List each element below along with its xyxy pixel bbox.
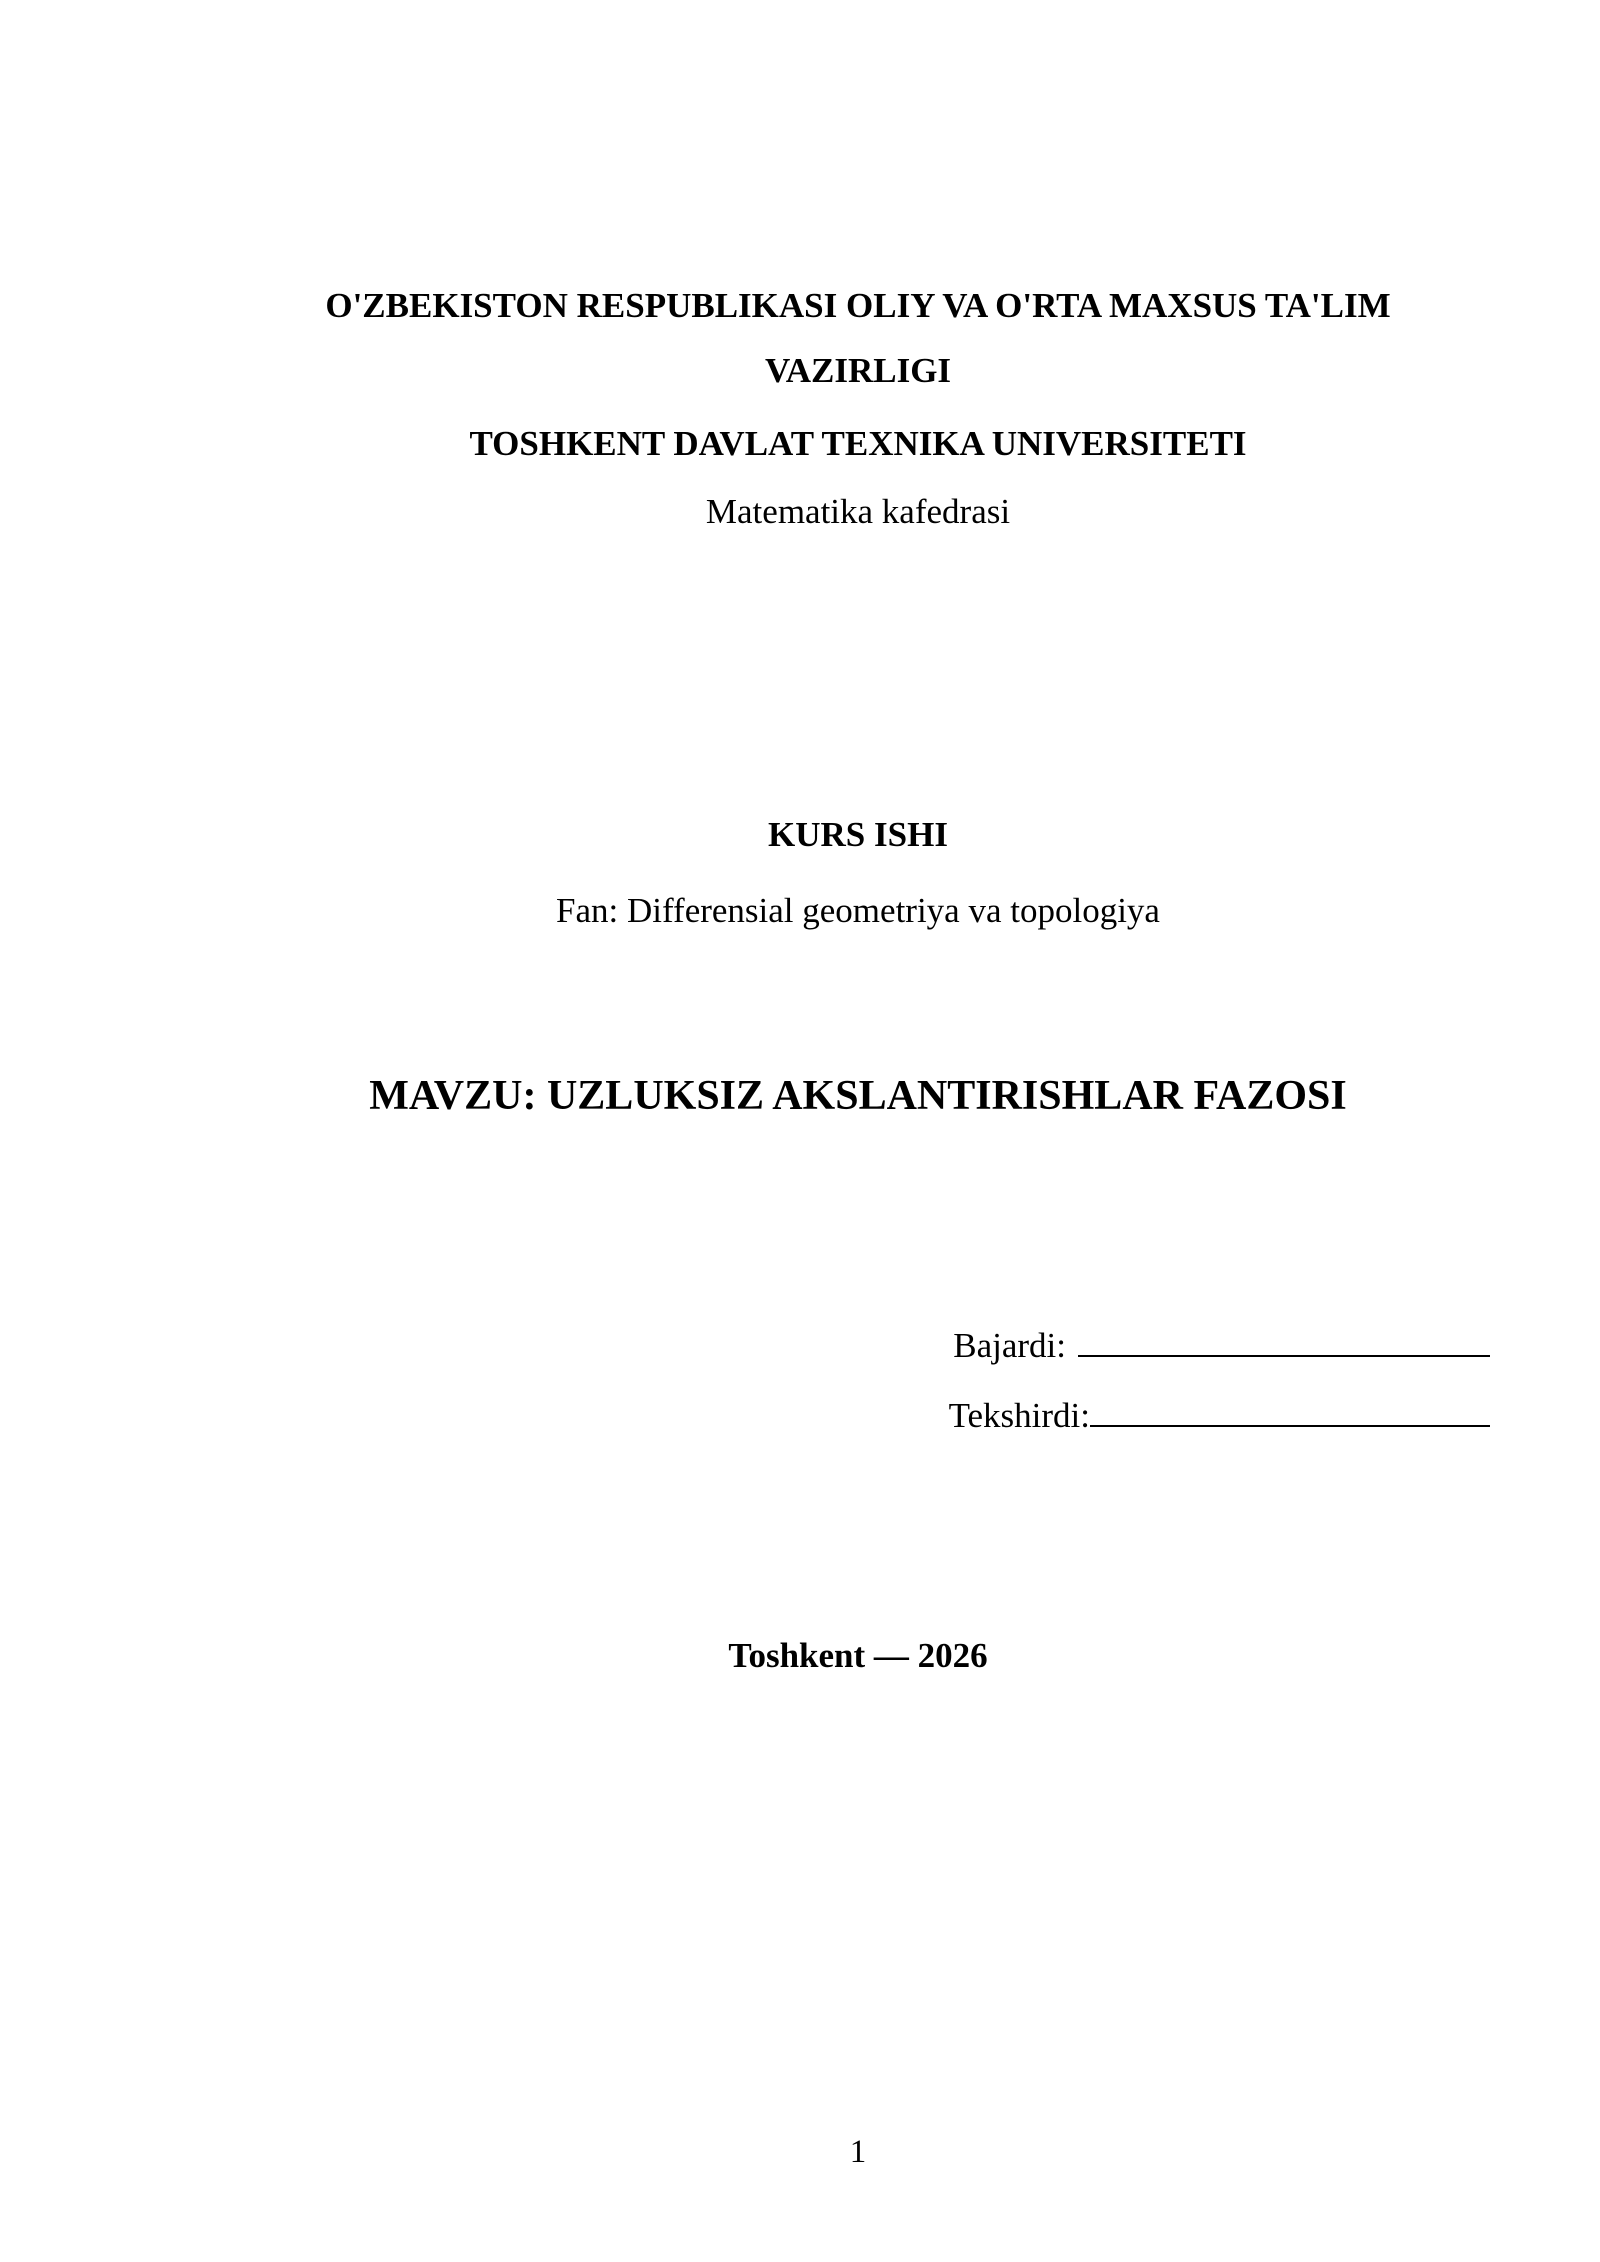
page-number: 1 bbox=[849, 2134, 867, 2170]
ministry-name-line-1: O'ZBEKISTON RESPUBLIKASI OLIY VA O'RTA MAXSUS TA'LIM bbox=[325, 286, 1391, 325]
checked-by-row bbox=[890, 1392, 1490, 1433]
done-by-label: Bajardi: bbox=[953, 1326, 1066, 1365]
checked-by-blank-line bbox=[1090, 1392, 1490, 1427]
university-name: TOSHKENT DAVLAT TEXNIKA UNIVERSITETI bbox=[469, 424, 1247, 463]
checked-by-label: Tekshirdi: bbox=[948, 1396, 1090, 1435]
place-and-year: Toshkent — 2026 bbox=[728, 1636, 988, 1675]
done-by-row bbox=[890, 1322, 1490, 1363]
done-by-blank-line bbox=[1078, 1322, 1490, 1357]
department-name: Matematika kafedrasi bbox=[705, 492, 1011, 531]
topic-title: MAVZU: UZLUKSIZ AKSLANTIRISHLAR FAZOSI bbox=[369, 1073, 1347, 1119]
ministry-name-line-2: VAZIRLIGI bbox=[764, 351, 952, 390]
work-type-title: KURS ISHI bbox=[768, 815, 948, 854]
subject-line: Fan: Differensial geometriya va topologiya bbox=[556, 891, 1160, 930]
